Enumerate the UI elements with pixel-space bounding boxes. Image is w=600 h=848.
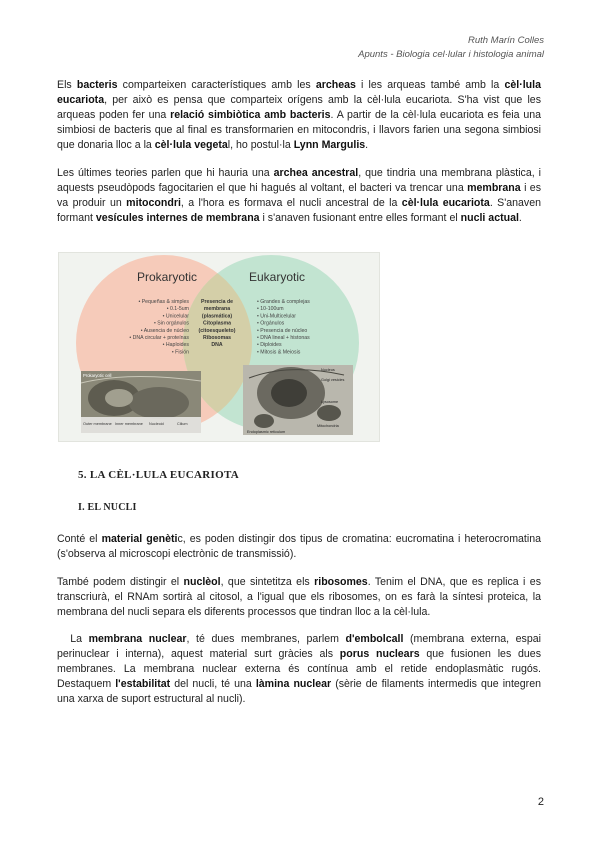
prokaryotic-item-0: • Pequeñas & simples [138, 299, 189, 305]
shared-item-0: Presencia de [200, 299, 234, 305]
prokaryotic-title: Prokaryotic [137, 270, 198, 284]
eukaryotic-item-5: • DNA lineal + histonas [257, 335, 310, 341]
page-header [358, 34, 544, 62]
paragraph-teories: Les últimes teories parlen que hi hauria una archea ancestral, que tindria una membrana plàstica, i aquests pseudòpods fagocitarien el que hi hagués al voltant, el bacteri va trencar una membrana i es va produir un mitocondri, a l'hora es formava el nucli ancestral de la cèl·lula eucariota. S'anaven formant vesícules internes de membrana i s'anaven fusionant entre elles formant el nucli actual. [57, 167, 541, 224]
micro-left-label-3: Nucleoid [149, 422, 164, 426]
eukaryotic-title: Eukaryotic [249, 270, 306, 284]
eukaryotic-item-0: • Grandes & complejas [257, 299, 310, 305]
eukaryotic-item-6: • Diploides [257, 342, 282, 349]
shared-item-2: (plasmática) [201, 313, 233, 320]
paragraph-bacteris: Els bacteris comparteixen característiques amb les archeas i les arqueas també amb la cèl·lula eucariota, per això es pensa que comparteix orígens amb la cèl·lula eucariota. S'ha vist que les arqueas poden fer una relació simbiòtica amb bacteris. A partir de la cèl·lula eucariota es feia una simbiosi de bacteris que al final es transformarien en mitocondris, i llavors farien una segona simbiosi que donaria lloc a la cèl·lula vegetal, ho postul·la Lynn Margulis. [57, 79, 541, 151]
venn-figure [58, 252, 380, 442]
shared-item-5: Ribosomas [203, 335, 231, 341]
prokaryotic-item-7: • Fisión [171, 349, 189, 356]
eukaryotic-item-2: • Uni-Multicelular [257, 313, 297, 320]
micro-right-label-1: Golgi vesicles [321, 378, 345, 382]
micro-left-label-1: Outer membrane [83, 422, 112, 426]
shared-item-6: DNA [211, 342, 223, 349]
micro-right-label-0: Nucleus [321, 368, 335, 372]
micro-right-label-4: Endoplasmic reticulum [247, 430, 286, 434]
prokaryotic-item-4: • Ausencia de núcleo [140, 327, 189, 334]
micro-left-label-0: Prokaryotic cell [83, 373, 112, 378]
prokaryotic-item-5: • DNA circular + proteínas [129, 335, 189, 341]
header-subtitle: Apunts - Biologia cel·lular i histologia animal [358, 49, 544, 60]
eukaryotic-item-4: • Presencia de núcleo [257, 327, 308, 334]
eukaryotic-item-1: • 10-100um [257, 306, 284, 313]
paragraph-membrana-nuclear: La membrana nuclear, té dues membranes, parlem d'embolcall (membrana externa, espai perinuclear i interna), aquest material surt gràcies als porus nuclears que fusionen les dues membranes. La membrana nuclear externa és contínua amb el retide endoplasmàtic rugós. Destaquem l'estabilitat del nucli, té una làmina nuclear (sèrie de filaments intermedis que integren una xarxa de suport estructural al nucli). [57, 633, 541, 705]
prokaryotic-item-3: • Sin orgánulos [154, 320, 189, 327]
micro-left-label-2: Inner membrane [115, 422, 143, 426]
paragraph-nucleol: També podem distingir el nuclèol, que sintetitza els ribosomes. Tenim el DNA, que es replica i es transcriurà, el RNAm sortirà al citosol, a l'igual que els ribosomes, on es farà la síntesi proteica, la membrana del nucli separa els diferents processos que tindran lloc a la cèl·lula. [57, 576, 541, 618]
shared-item-3: Citoplasma [203, 320, 231, 327]
header-author: Ruth Marín Colles [467, 35, 544, 46]
prokaryotic-item-2: • Unicelular [162, 313, 189, 320]
paragraph-material-genetic: Conté el material genètic, es poden distingir dos tipus de cromatina: eucromatina i heterocromatina (s'observa al microscopi electrònic de transmissió). [57, 533, 541, 560]
venn-diagram [59, 253, 379, 441]
page-number: 2 [537, 796, 544, 808]
prokaryotic-item-1: • 0.1-5um [166, 306, 189, 313]
eukaryotic-item-3: • Orgánulos [257, 320, 285, 327]
section-title-cellula-eucariota: 5. LA CÈL·LULA EUCARIOTA [78, 469, 240, 481]
prokaryotic-item-6: • Haploides [162, 342, 189, 349]
micro-left-label-4: Cilium [177, 422, 188, 426]
eukaryotic-item-7: • Mitosis & Meiosis [257, 349, 301, 356]
micro-right-label-3: Mitochondria [317, 424, 339, 428]
section-title-nucli: I. EL NUCLI [78, 502, 137, 513]
shared-item-1: membrana [203, 306, 231, 313]
shared-item-4: (citoesqueleto) [198, 327, 236, 334]
micro-right-label-2: Lysosome [321, 400, 339, 404]
